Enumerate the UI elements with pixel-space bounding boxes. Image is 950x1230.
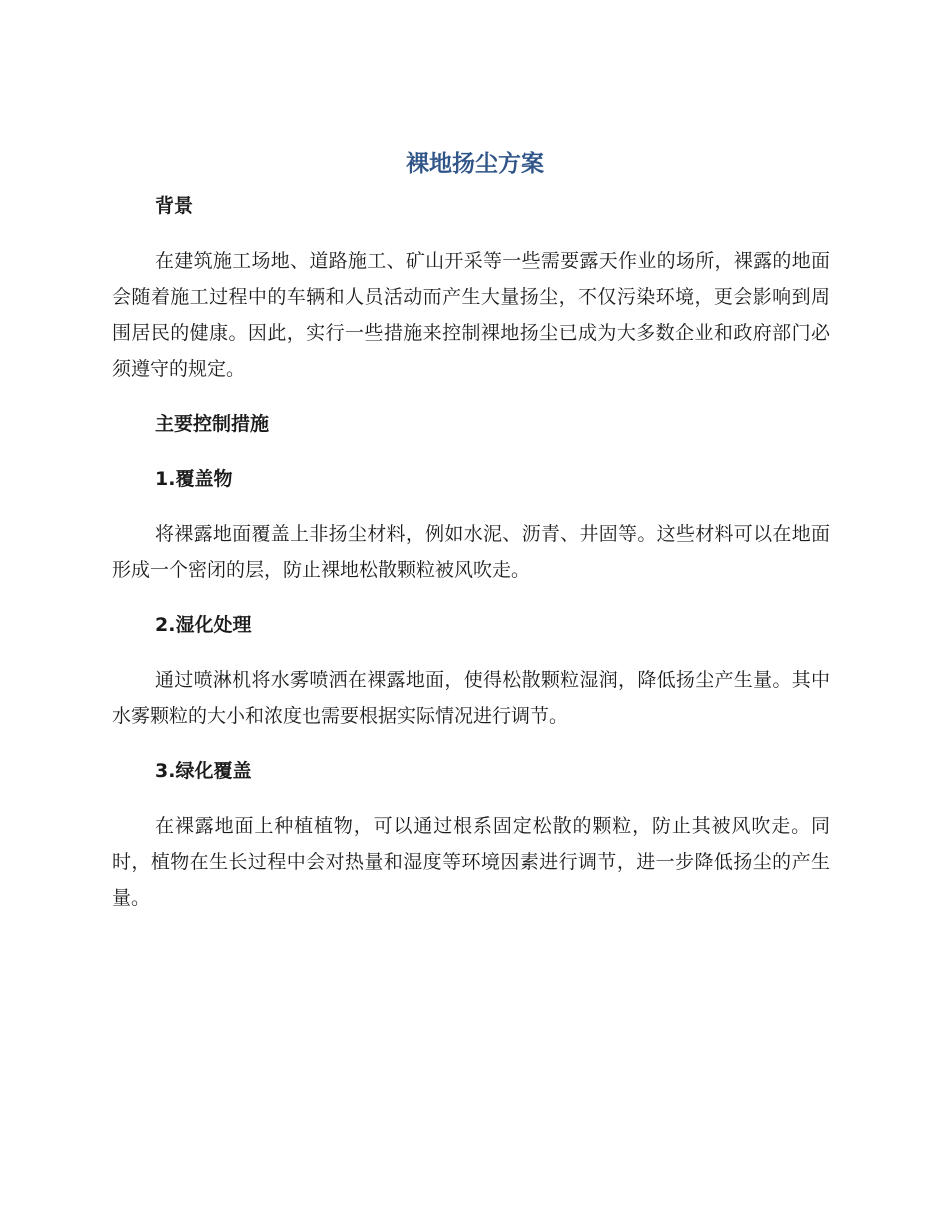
section-background [112,188,830,387]
section-heading-greening: 3.绿化覆盖 [155,760,252,782]
section-heading-main-measures: 主要控制措施 [155,413,270,435]
section-paragraph-humidification: 通过喷淋机将水雾喷洒在裸露地面，使得松散颗粒湿润，降低扬尘产生量。其中水雾颗粒的大小和浓度也需要根据实际情况进行调节。 [112,669,830,727]
section-paragraph-background: 在建筑施工场地、道路施工、矿山开采等一些需要露天作业的场所，裸露的地面会随着施工过程中的车辆和人员活动而产生大量扬尘，不仅污染环境，更会影响到周围居民的健康。因此，实行一些措施来控制裸地扬尘已成为大多数企业和政府部门必须遵守的规定。 [112,250,830,380]
section-humidification [112,607,830,734]
section-paragraph-greening: 在裸露地面上种植植物，可以通过根系固定松散的颗粒，防止其被风吹走。同时，植物在生长过程中会对热量和湿度等环境因素进行调节，进一步降低扬尘的产生量。 [112,815,830,909]
section-heading-humidification: 2.湿化处理 [155,614,252,636]
section-main-measures [112,406,830,442]
document-body [112,188,830,916]
document-title: 裸地扬尘方案 [406,151,544,177]
section-paragraph-covering: 将裸露地面覆盖上非扬尘材料，例如水泥、沥青、井固等。这些材料可以在地面形成一个密闭的层，防止裸地松散颗粒被风吹走。 [112,523,830,581]
section-covering [112,461,830,588]
section-greening [112,753,830,916]
section-heading-covering: 1.覆盖物 [155,468,233,490]
section-heading-background: 背景 [155,195,194,217]
